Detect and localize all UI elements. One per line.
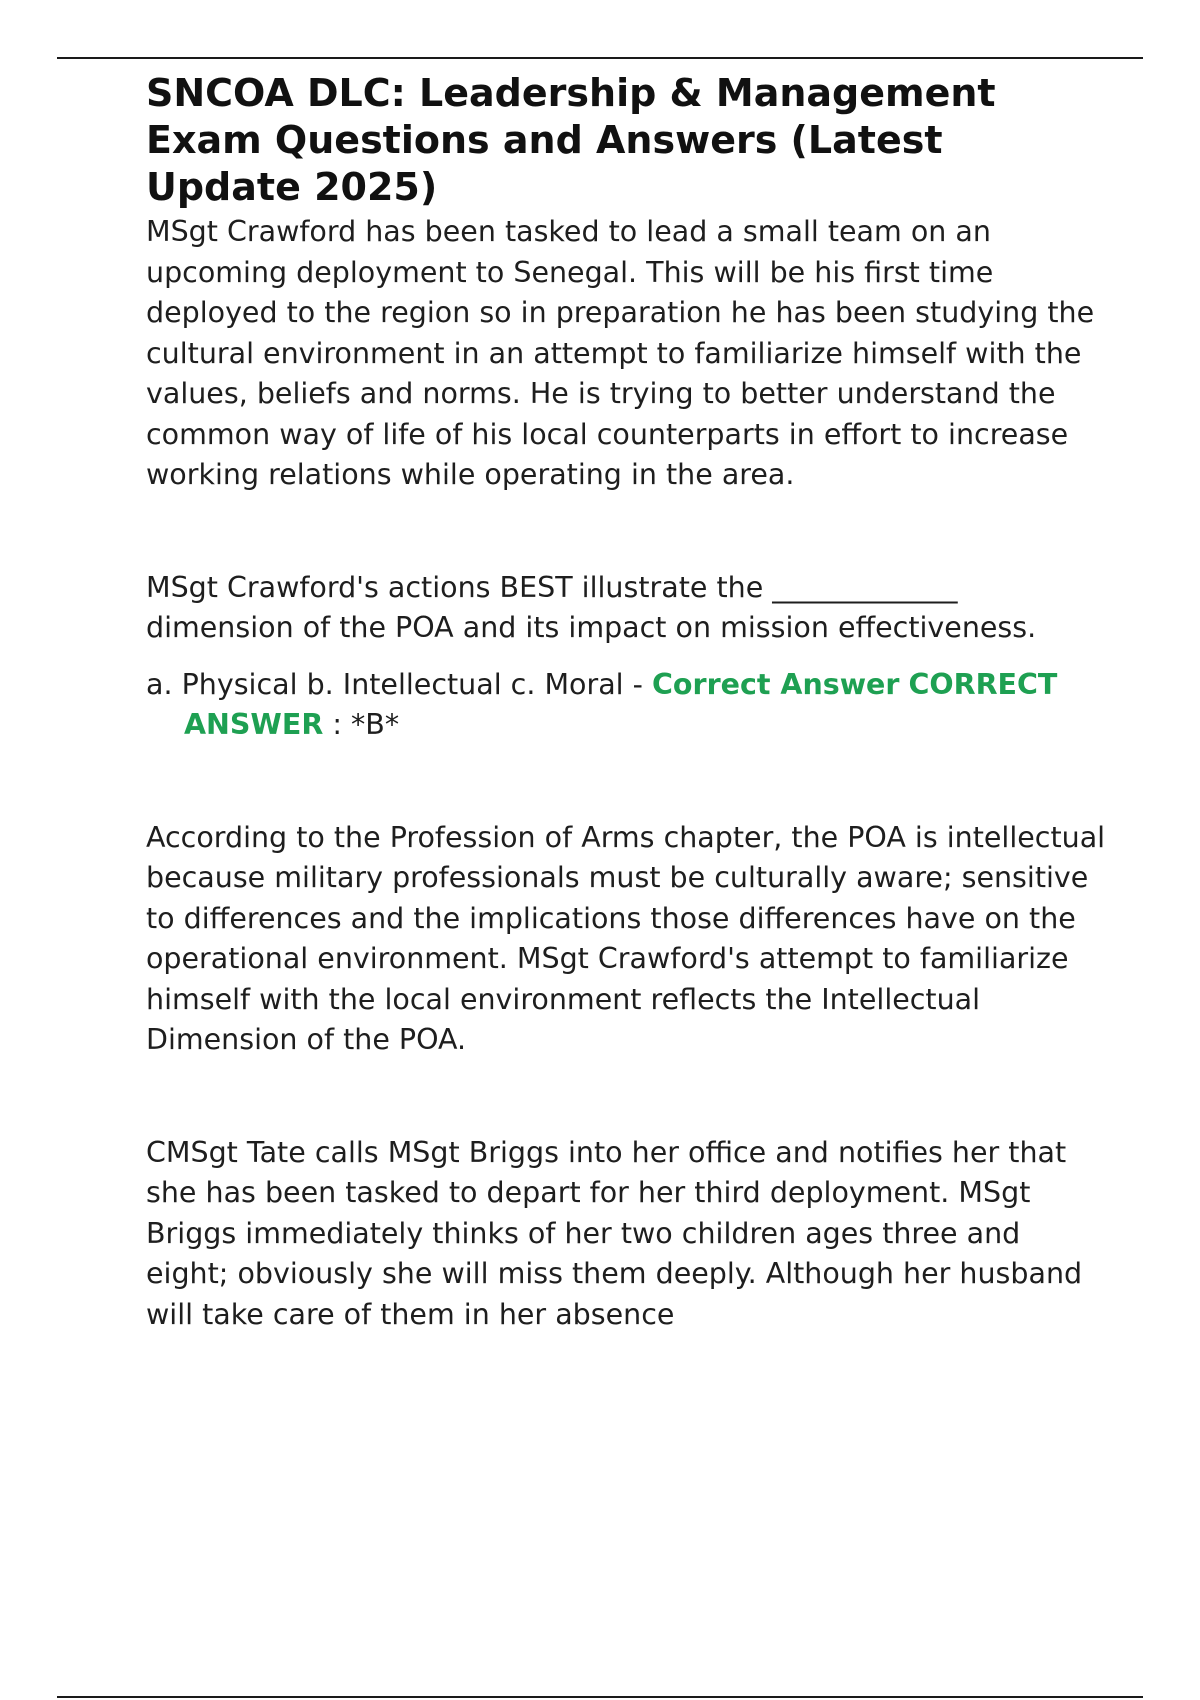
document-body <box>146 70 1106 1335</box>
top-rule <box>57 57 1143 59</box>
correct-answer-label-caps: CORRECT ANSWER <box>184 667 1058 741</box>
question-1-explanation: According to the Profession of Arms chapter, the POA is intellectual because military professionals must be culturally aware; sensitive to differences and the implications those differences have on the operational environment. MSgt Crawford's attempt to familiarize himself with the local environment reflects the Intellectual Dimension of the POA. <box>146 820 1106 1056</box>
question-1-scenario: MSgt Crawford has been tasked to lead a small team on an upcoming deployment to Senegal. This will be his first time deployed to the region so in preparation he has been studying the cultural environment in an attempt to familiarize himself with the values, beliefs and norms. He is trying to better understand the common way of life of his local counterparts in effort to increase working relations while operating in the area. <box>146 215 1095 491</box>
question-1-prompt: MSgt Crawford's actions BEST illustrate the _____________ dimension of the POA and its impact on mission effectiveness. <box>146 570 1037 644</box>
question-2-scenario: CMSgt Tate calls MSgt Briggs into her office and notifies her that she has been tasked to depart for her third deployment. MSgt Briggs immediately thinks of her two children ages three and eight; obviously she will miss them deeply. Although her husband will take care of them in her absence <box>146 1135 1083 1331</box>
correct-answer-label: Correct Answer <box>652 667 900 701</box>
question-1-options: a. Physical b. Intellectual c. Moral - <box>146 667 653 701</box>
document-title: SNCOA DLC: Leadership & Management Exam Questions and Answers (Latest Update 2025) <box>146 71 996 209</box>
question-1-answer <box>146 665 1106 746</box>
question-1-answer-value: : *B* <box>323 708 400 741</box>
bottom-rule <box>57 1696 1143 1698</box>
